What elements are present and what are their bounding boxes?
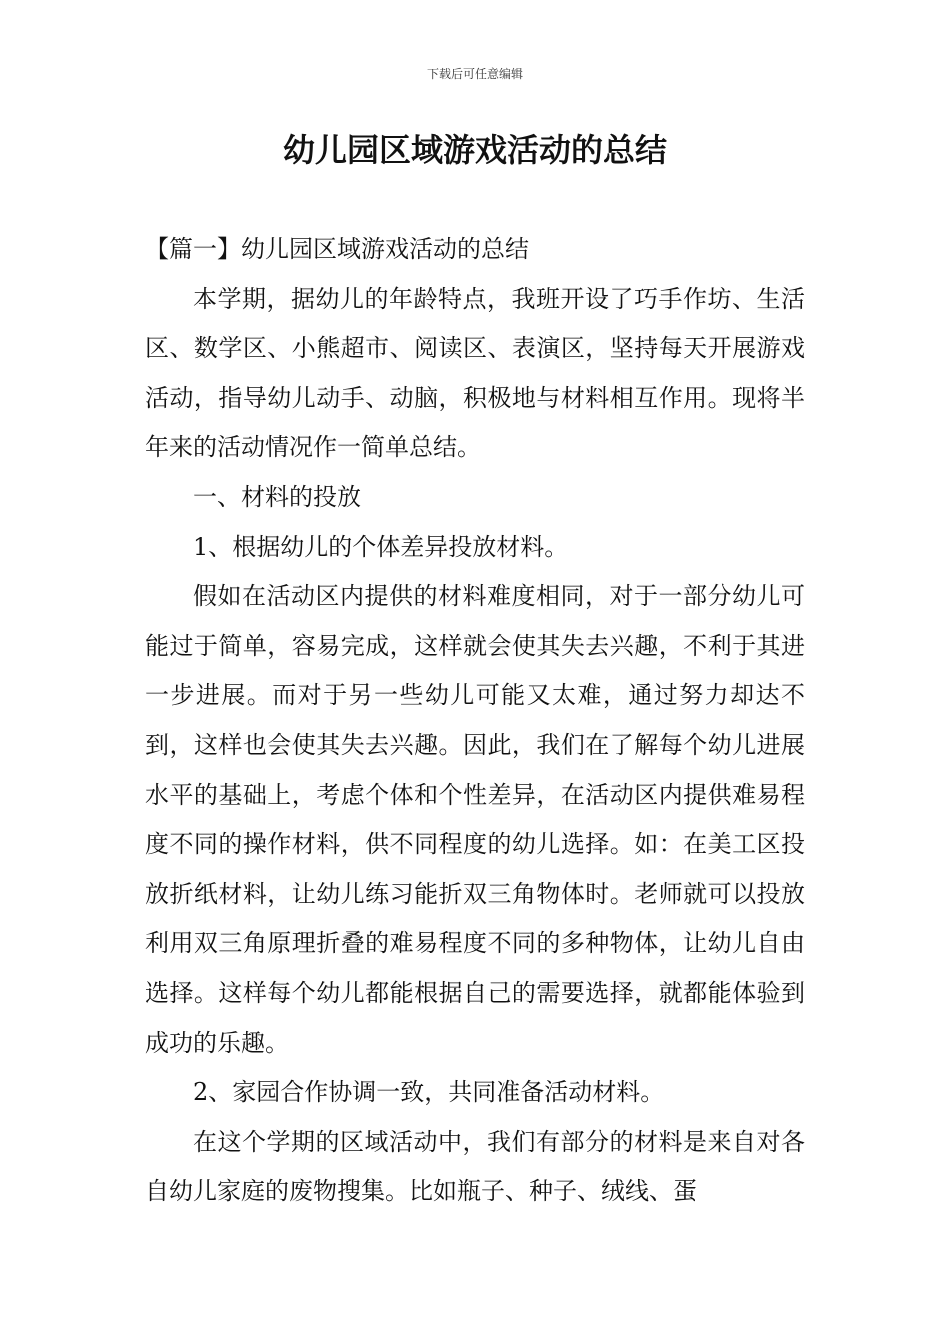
section-heading: 【篇一】幼儿园区域游戏活动的总结 <box>145 235 529 263</box>
document-body <box>145 225 805 1217</box>
paragraph-intro: 本学期，据幼儿的年龄特点，我班开设了巧手作坊、生活区、数学区、小熊超市、阅读区、表演区，坚持每天开展游戏活动，指导幼儿动手、动脑，积极地与材料相互作用。现将半年来的活动情况作一简单总结。 <box>145 284 805 462</box>
subheading-individual-differences: 1、根据幼儿的个体差异投放材料。 <box>193 532 569 561</box>
paragraph-individual-differences: 假如在活动区内提供的材料难度相同，对于一部分幼儿可能过于简单，容易完成，这样就会使其失去兴趣，不利于其进一步进展。而对于另一些幼儿可能又太难，通过努力却达不到，这样也会使其失去兴趣。因此，我们在了解每个幼儿进展水平的基础上，考虑个体和个性差异，在活动区内提供难易程度不同的操作材料，供不同程度的幼儿选择。如：在美工区投放折纸材料，让幼儿练习能折双三角物体时。老师就可以投放利用双三角原理折叠的难易程度不同的多种物体，让幼儿自由选择。这样每个幼儿都能根据自己的需要选择，就都能体验到成功的乐趣。 <box>145 582 805 1057</box>
paragraph-home-cooperation: 在这个学期的区域活动中，我们有部分的材料是来自对各自幼儿家庭的废物搜集。比如瓶子、种子、绒线、蛋 <box>145 1127 805 1206</box>
document-title: 幼儿园区域游戏活动的总结 <box>282 131 667 169</box>
subheading-materials: 一、材料的投放 <box>193 482 361 511</box>
subheading-home-cooperation: 2、家园合作协调一致，共同准备活动材料。 <box>193 1078 665 1107</box>
page-header-note: 下载后可任意编辑 <box>426 67 523 81</box>
